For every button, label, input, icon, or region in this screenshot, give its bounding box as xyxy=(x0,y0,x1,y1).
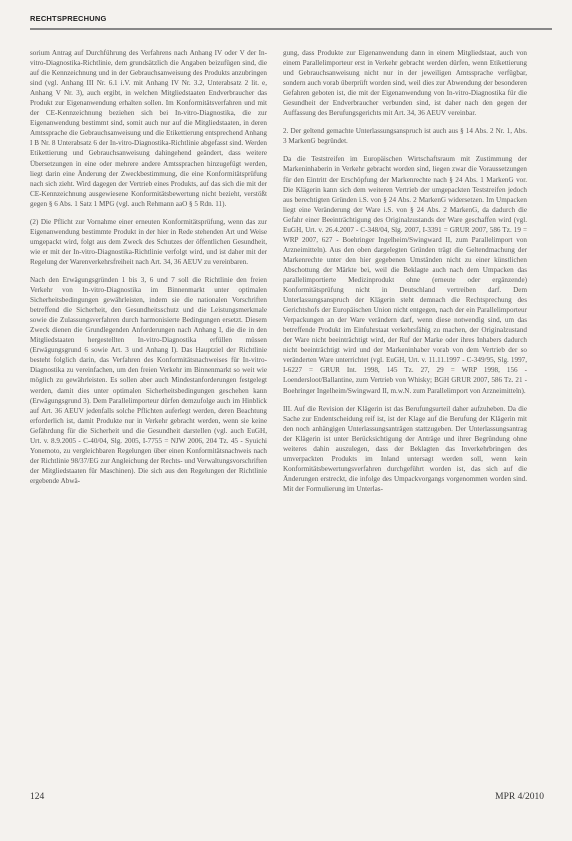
paragraph: gung, dass Produkte zur Eigenanwendung dann in einem Mitgliedstaat, auch von einem Parallelimporteur erst in Verkehr gebracht werden dürfen, wenn Etikettierung und Gebrauchsanweisung nicht nur in der jeweiligen Amtssprache verfügbar, sondern auch vorab überprüft worden sind, weil dies zur Abwendung der besonderen Gefahren geboten ist, die mit der Eigenanwendung von In-vitro-Diagnostika für die Gesundheit der Endverbraucher verbunden sind, ist daher nach den gegen der Auffassung des Berufungsgerichts mit Art. 34, 36 AEUV vereinbar. xyxy=(283,49,527,118)
paragraph: III. Auf die Revision der Klägerin ist das Berufungsurteil daher aufzuheben. Da die Sache zur Endentscheidung reif ist, ist der Klage auf die Berufung der Klägerin mit den noch anhängigen Unterlassungsanträgen stattzugeben. Der Unterlassungsantrag der Klägerin ist unter Berücksichtigung der Anträge und ihrer Begründung ohne weiteres dahin auszulegen, dass der Beklagten das Inverkehrbringen des umverpackten Produkts im Inland untersagt werden soll, wenn kein Konformitätsbewertungsverfahren durchgeführt worden ist, das sich auf die Änderungen erstreckt, die infolge des Umpackvorgangs vorgenommen worden sind. Mit der Formulierung im Unterlas- xyxy=(283,404,527,493)
paragraph: sorium Antrag auf Durchführung des Verfahrens nach Anhang IV oder V der In-vitro-Diagnostika-Richtlinie, dem grundsätzlich die Angaben beizufügen sind, die auf die Kennzeichnung und in der Gebrauchsanweisung des Produkts anzubringen sind (vgl. Anhang III Nr. 6.1 i.V. mit Anhang IV Nr. 3.2, Unterabsatz 2 lit. e, Anhang V Nr. 3), auch ergibt, in welchen Mitgliedstaaten Endverbraucher das Produkt zur Eigenanwendung erhalten sollen. Im Konformitätsverfahren und mit der CE-Kennzeichnung beziehen sich bei In-vitro-Diagnostika, die zur Eigenanwendung bestimmt sind, somit auch nur auf die Mitgliedstaaten, in deren Amtssprache die Gebrauchsanweisung und die Etikettierung entsprechend Anhang I B Nr. 8 Unterabsatz 6 der In-vitro-Diagnostika-Richtlinie abgefasst sind. Werden Etikettierung und Gebrauchsanweisung dahingehend geändert, dass weitere Übersetzungen in eine oder mehrere andere Amtssprachen hinzugefügt werden, liegt darin eine Änderung der Zweckbestimmung, die eine Konformitätsprüfung nach sich zieht. Wird dagegen der Vertrieb eines Produkts, auf das sich die mit der CE-Kennzeichnung ausgewiesene Konformitätsbewertung nicht bezieht, verstößt gegen § 6 Abs. 1 Satz 1 MPG (vgl. auch Rehmann aaO § 5 Rdn. 11). xyxy=(30,49,267,208)
paragraph: Da die Teststreifen im Europäischen Wirtschaftsraum mit Zustimmung der Markeninhaberin in Verkehr gebracht worden sind, liegen zwar die Voraussetzungen für den Eintritt der Erschöpfung der Markenrechte nach § 24 Abs. 1 MarkenG vor. Die Klägerin kann sich dem weiteren Vertrieb der umgepackten Teststreifen jedoch aus berechtigten Gründen i.S. von § 24 Abs. 2 MarkenG widersetzen. Im Umpacken liegt eine Veränderung der Ware i.S. von § 24 Abs. 2 MarkenG, da dadurch die Gefahr einer Beeinträchtigung des Originalzustands der Ware geschaffen wird (vgl. EuGH, Urt. v. 26.4.2007 - C-348/04, Slg. 2007, I-3391 = GRUR 2007, 586 Tz. 19 = WRP 2007, 627 - Boehringer Ingelheim/Swingward II, zum Parallelimport von Arzneimitteln). Aus den oben dargelegten Gründen trägt die Geltendmachung der Markenrechte unter den hier gegebenen Umständen nicht zu einer künstlichen Abschottung der Märkte bei, weil die Beklagte auch nach dem Umpacken das parallelimportierte Medizinprodukt ohne (erneute oder ergänzende) Konformitätsprüfung nicht in Deutschland vertreiben darf. Dem Unterlassungsanspruch der Klägerin steht demnach die Rechtsprechung des Gerichtshofs der Europäischen Union nicht entgegen, nach der ein Parallelimporteur Verpackungen an der Ware verändern darf, wenn diese notwendig sind, um das betreffende Produkt im Einfuhrstaat verkehrsfähig zu machen, der Originalzustand der Ware nicht beeinträchtigt wird, der Ruf der Marke oder ihres Inhabers dadurch nicht beeinträchtigt wird und der Markeninhaber vorab von dem Vertrieb der so veränderten Ware unterrichtet (vgl. EuGH, Urt. v. 11.11.1997 - C-349/95, Slg. 1997, I-6227 = GRUR Int. 1998, 145 Tz. 27, 29 = WRP 1998, 156 - Loendersloot/Ballantine, zum Vertrieb von Whisky; BGH GRUR 2007, 586 Tz. 21 - Boehringer Ingelheim/Swingward II, m.w.N. zum Parallelimport von Arzneimitteln). xyxy=(283,155,527,395)
section-header: RECHTSPRECHUNG xyxy=(30,14,107,23)
paragraph: 2. Der geltend gemachte Unterlassungsanspruch ist auch aus § 14 Abs. 2 Nr. 1, Abs. 3 MarkenG begründet. xyxy=(283,127,527,146)
paragraph: Nach den Erwägungsgründen 1 bis 3, 6 und 7 soll die Richtlinie den freien Verkehr von In-vitro-Diagnostika im Binnenmarkt unter optimalen Sicherheitsbedingungen gewährleisten, indem sie die nationalen Vorschriften betreffend die Sicherheit, den Gesundheitsschutz und die Leistungsmerkmale sowie die Zulassungsverfahren durch harmonisierte Bedingungen ersetzt. Diesem Zweck dienen die Grundlegenden Anforderungen nach Anhang I, die die in den Mitgliedstaaten hergestellten In-vitro-Diagnostika erfüllen müssen (Erwägungsgrund 6 sowie Art. 3 und Anhang I). Das Hauptziel der Richtlinie besteht folglich darin, das Verfahren des Konformitätsnachweises für In-vitro-Diagnostika zu vereinfachen, um den freien Verkehr im Binnenmarkt so weit wie möglich zu gewährleisten. Es sollen aber auch Mindestanforderungen festgelegt werden, damit dies unter optimalen Sicherheitsbedingungen geschehen kann (Erwägungsgrund 3). Dem Parallelimporteur dürfen demzufolge auch im Hinblick auf Art. 36 AEUV jedenfalls solche Pflichten auferlegt werden, deren Beachtung erforderlich ist, damit Produkte nur in Verkehr gebracht werden, wenn sie keine Gefährdung für die Sicherheit und die Gesundheit darstellen (vgl. auch EuGH, Urt. v. 8.9.2005 - C-40/04, Slg. 2005, I-7755 = NJW 2006, 204 Tz. 45 - Syuichi Yonemoto, zu vergleichbaren Regelungen über einen Konformitätsnachweis nach der Richtlinie 98/37/EG zur Angleichung der Rechts- und Verwaltungsvorschriften der Mitgliedstaaten für Maschinen). Die sich aus den Regelungen der Richtlinie ergebende Abwä- xyxy=(30,275,267,485)
left-column xyxy=(30,48,267,494)
page-number: 124 xyxy=(30,792,45,802)
journal-issue: MPR 4/2010 xyxy=(495,792,544,802)
header-rule xyxy=(30,28,552,30)
right-column xyxy=(283,48,527,502)
paragraph: (2) Die Pflicht zur Vornahme einer erneuten Konformitätsprüfung, wenn das zur Eigenanwendung bestimmte Produkt in der hier in Rede stehenden Art und Weise umgepackt wird, folgt aus dem Zweck des Schutzes der öffentlichen Gesundheit, wie er mit der In-vitro-Diagnostika-Richtlinie verfolgt wird, und ist daher mit der Regelung der Warenverkehrsfreiheit nach Art. 34, 36 AEUV zu vereinbaren. xyxy=(30,217,267,266)
